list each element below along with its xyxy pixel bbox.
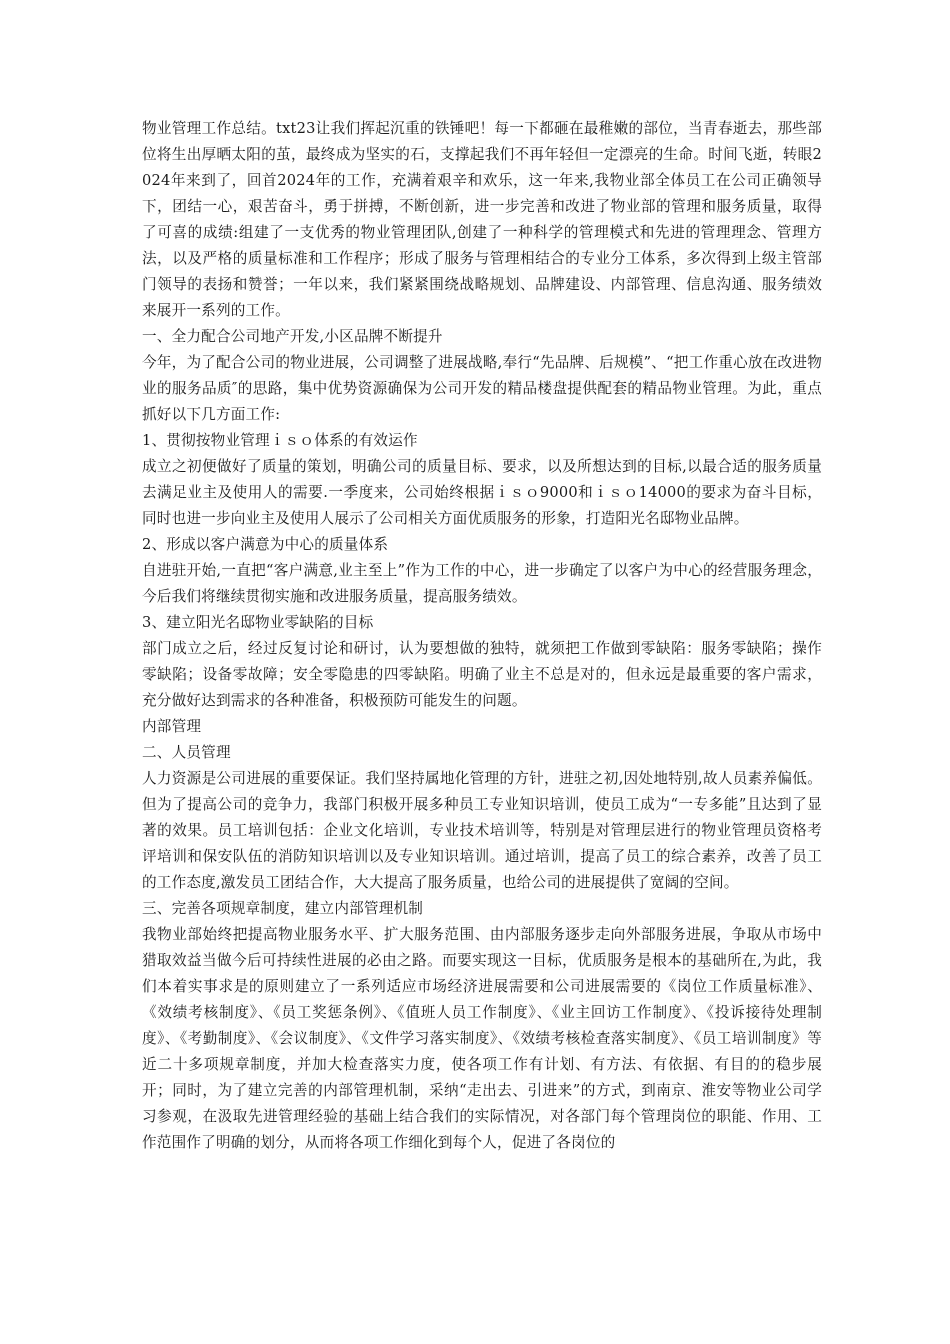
section-heading-3: 三、完善各项规章制度，建立内部管理机制: [142, 900, 424, 917]
section-2-paragraph: 人力资源是公司进展的重要保证。我们坚持属地化管理的方针，进驻之初,因处地特别,故人员素养偏低。但为了提高公司的竞争力，我部门积极开展多种员工专业知识培训，使员工成为“一专多能”且达到了显著的效果。员工培训包括：企业文化培训，专业技术培训等，特别是对管理层进行的物业管理员资格考评培训和保安队伍的消防知识培训以及专业知识培训。通过培训，提高了员工的综合素养，改善了员工的工作态度,激发员工团结合作，大大提高了服务质量，也给公司的进展提供了宽阔的空间。: [142, 770, 822, 891]
document-page: [142, 116, 822, 1156]
subsection-1-2-paragraph: 自进驻开始,一直把“客户满意,业主至上”作为工作的中心，进一步确定了以客户为中心的经营服务理念，今后我们将继续贯彻实施和改进服务质量，提高服务绩效。: [142, 562, 822, 605]
section-3-paragraph: 我物业部始终把提高物业服务水平、扩大服务范围、由内部服务逐步走向外部服务进展，争取从市场中猎取效益当做今后可持续性进展的必由之路。而要实现这一目标，优质服务是根本的基础所在,为此，我们本着实事求是的原则建立了一系列适应市场经济进展需要和公司进展需要的《岗位工作质量标准》、《效绩考核制度》、《员工奖惩条例》、《值班人员工作制度》、《业主回访工作制度》、《投诉接待处理制度》、《考勤制度》、《会议制度》、《文件学习落实制度》、《效绩考核检查落实制度》、《员工培训制度》等近二十多项规章制度，并加大检查落实力度，使各项工作有计划、有方法、有依据、有目的的稳步展开；同时，为了建立完善的内部管理机制，采纳“走出去、引进来”的方式，到南京、淮安等物业公司学习参观，在汲取先进管理经验的基础上结合我们的实际情况，对各部门每个管理岗位的职能、作用、工作范围作了明确的划分，从而将各项工作细化到每个人，促进了各岗位的: [142, 926, 822, 1151]
subsection-heading-1-1: 1、贯彻按物业管理ｉｓｏ体系的有效运作: [142, 432, 418, 449]
section-heading-2: 二、人员管理: [142, 744, 231, 761]
section-heading-1: 一、全力配合公司地产开发,小区品牌不断提升: [142, 328, 443, 345]
subsection-heading-1-3: 3、建立阳光名邸物业零缺陷的目标: [142, 614, 374, 631]
subsection-1-3-paragraph: 部门成立之后，经过反复讨论和研讨，认为要想做的独特，就须把工作做到零缺陷：服务零缺陷；操作零缺陷；设备零故障；安全零隐患的四零缺陷。明确了业主不总是对的，但永远是最重要的客户需求，充分做好达到需求的各种准备，积极预防可能发生的问题。: [142, 640, 822, 709]
subsection-heading-1-2: 2、形成以客户满意为中心的质量体系: [142, 536, 389, 553]
section-1-paragraph: 今年，为了配合公司的物业进展，公司调整了进展战略,奉行“先品牌、后规模”、“把工作重心放在改进物业的服务品质″的思路，集中优势资源确保为公司开发的精品楼盘提供配套的精品物业管理。为此，重点抓好以下几方面工作:: [142, 354, 822, 423]
internal-management-heading: 内部管理: [142, 718, 202, 735]
subsection-1-1-paragraph: 成立之初便做好了质量的策划，明确公司的质量目标、要求，以及所想达到的目标,以最合适的服务质量去满足业主及使用人的需要.一季度来，公司始终根据ｉｓｏ9000和ｉｓｏ14000的要求为奋斗目标，同时也进一步向业主及使用人展示了公司相关方面优质服务的形象，打造阳光名邸物业品牌。: [142, 458, 822, 527]
intro-paragraph: 物业管理工作总结。txt23让我们挥起沉重的铁锤吧！每一下都砸在最稚嫩的部位，当青春逝去，那些部位将生出厚晒太阳的茧，最终成为坚实的石，支撑起我们不再年轻但一定漂亮的生命。时间飞逝，转眼2024年来到了，回首2024年的工作，充满着艰辛和欢乐，这一年来,我物业部全体员工在公司正确领导下，团结一心，艰苦奋斗，勇于拼搏，不断创新，进一步完善和改进了物业部的管理和服务质量，取得了可喜的成绩:组建了一支优秀的物业管理团队,创建了一种科学的管理模式和先进的管理理念、管理方法，以及严格的质量标准和工作程序；形成了服务与管理相结合的专业分工体系，多次得到上级主管部门领导的表扬和赞誉；一年以来，我们紧紧围绕战略规划、品牌建设、内部管理、信息沟通、服务绩效来展开一系列的工作。: [142, 120, 822, 319]
